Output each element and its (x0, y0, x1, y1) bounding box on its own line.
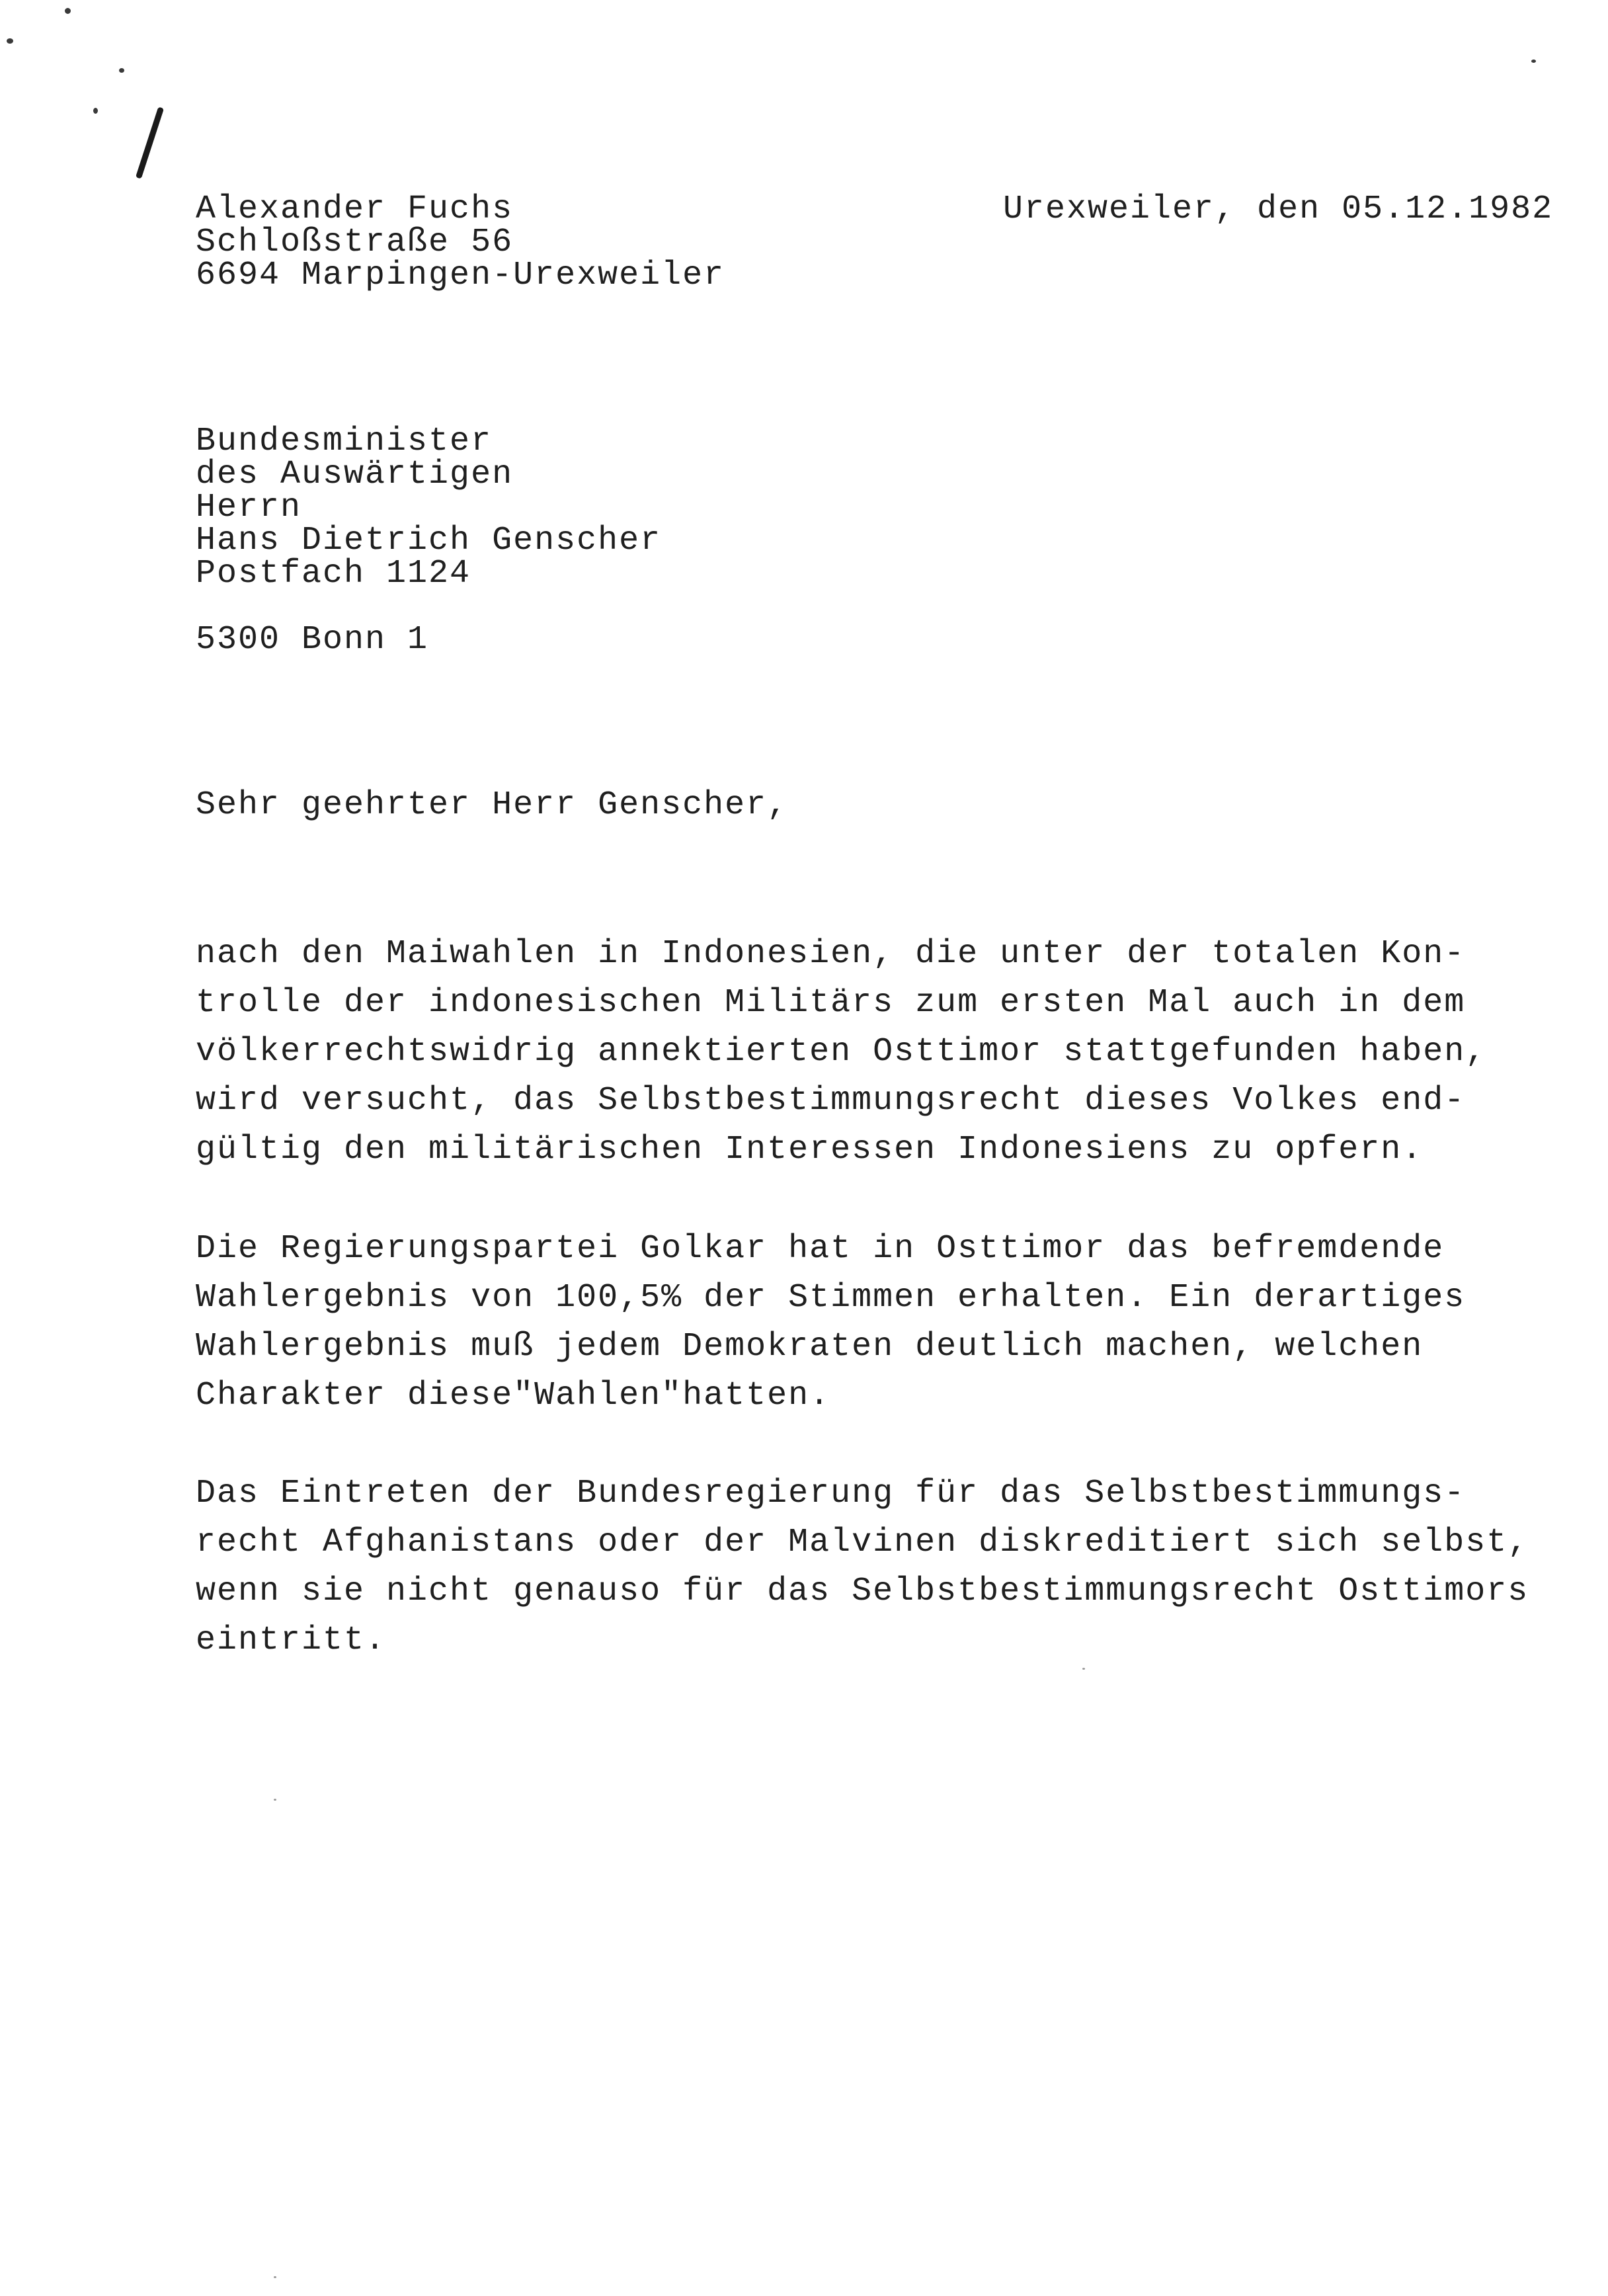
recipient-line: Postfach 1124 (196, 555, 471, 593)
salutation: Sehr geehrter Herr Genscher, (196, 786, 789, 824)
scan-speck (93, 108, 98, 114)
body-line: wenn sie nicht genauso für das Selbstbestimmungsrecht Osttimors (196, 1573, 1529, 1610)
date-line: Urexweiler, den 05.12.1982 (1003, 190, 1554, 228)
scan-speck (1531, 60, 1536, 63)
body-line: recht Afghanistans oder der Malvinen diskreditiert sich selbst, (196, 1524, 1529, 1561)
body-line: Die Regierungspartei Golkar hat in Osttimor das befremdende (196, 1230, 1445, 1268)
recipient-line: des Auswärtigen (196, 456, 514, 493)
recipient-line: Hans Dietrich Genscher (196, 522, 662, 559)
body-line: wird versucht, das Selbstbestimmungsrecht dieses Volkes end- (196, 1082, 1466, 1120)
body-line: Das Eintreten der Bundesregierung für das Selbstbestimmungs- (196, 1475, 1466, 1512)
body-line: nach den Maiwahlen in Indonesien, die unter der totalen Kon- (196, 935, 1466, 973)
recipient-city: 5300 Bonn 1 (196, 621, 429, 659)
sender-city: 6694 Marpingen-Urexweiler (196, 257, 725, 294)
scan-speck (119, 68, 124, 73)
sender-name: Alexander Fuchs (196, 190, 514, 228)
scan-speck (7, 38, 13, 44)
body-line: gültig den militärischen Interessen Indonesiens zu opfern. (196, 1131, 1424, 1168)
body-line: eintritt. (196, 1621, 387, 1659)
scan-speck (274, 2276, 276, 2278)
scan-speck (1082, 1668, 1085, 1670)
scan-speck (274, 1799, 276, 1801)
recipient-line: Herrn (196, 489, 302, 526)
body-line: trolle der indonesischen Militärs zum ersten Mal auch in dem (196, 984, 1466, 1022)
body-line: Charakter diese"Wahlen"hatten. (196, 1377, 831, 1414)
body-line: Wahlergebnis muß jedem Demokraten deutlich machen, welchen (196, 1328, 1424, 1366)
recipient-line: Bundesminister (196, 423, 493, 460)
pen-stroke-mark (136, 106, 164, 179)
scan-speck (65, 8, 71, 14)
sender-street: Schloßstraße 56 (196, 224, 514, 261)
body-line: völkerrechtswidrig annektierten Osttimor stattgefunden haben, (196, 1033, 1487, 1071)
body-line: Wahlergebnis von 100,5% der Stimmen erhalten. Ein derartiges (196, 1279, 1466, 1317)
